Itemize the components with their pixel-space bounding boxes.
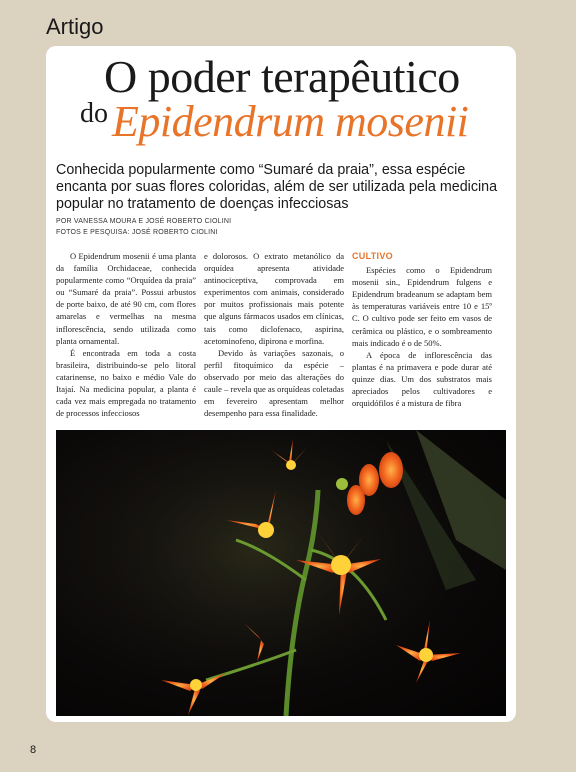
section-label: Artigo [46,14,104,39]
article-card [46,46,516,722]
section-heading-cultivo: CULTIVO [352,251,393,261]
title-prefix: do [80,98,108,129]
species-name: Epidendrum mosenii [112,97,469,146]
byline [56,216,496,238]
body-column-2 [204,250,344,419]
paragraph: Devido às variações sazonais, o perfil fitoquímico da espécie – observado por meio das alterações do caule – revela que as orquídeas coletadas em fevereiro apresentam melhor desempenho para essa finalidade. [204,347,344,419]
lead-paragraph: Conhecida popularmente como “Sumaré da praia”, essa espécie encanta por suas flores coloridas, além de ser utilizada pela medicina popular no tratamento de doenças infecciosas [56,162,498,212]
paragraph: É encontrada em toda a costa brasileira, distribuindo-se pelo litoral catarinense, no baixo e médio Vale do Itajaí. Na medicina popular, a planta é cada vez mais empregada no tratamento de processos infecciosos [56,347,196,419]
page-number: 8 [30,744,37,756]
article-title: O poder terapêutico [104,51,460,102]
paragraph: e dolorosos. O extrato metanólico da orquídea apresenta atividade antinociceptiva, comprovada em experimentos com animais, considerado por muitos profissionais mais potente que alguns fármacos usados em clínicas, tais como diclofenaco, aspirina, acetominofeno, dipirona e morfina. [204,251,344,346]
paragraph: Espécies como o Epidendrum mosenii sin., Epidendrum fulgens e Epidendrum bradeanum se adaptam bem às temperaturas variáveis entre 10 e 15º C. O cultivo pode ser feito em vasos de cerâmica ou plástico, e o sombreamento mais indicado é o de 50%. [352,265,492,348]
orchid-illustration [56,430,506,716]
author-credit: POR VANESSA MOURA E JOSÉ ROBERTO CIOLINI [56,218,232,225]
photo-credit: FOTOS E PESQUISA: JOSÉ ROBERTO CIOLINI [56,229,218,236]
body-column-1 [56,250,196,419]
article-title-species [80,96,468,147]
orchid-photo [56,430,506,716]
body-column-3 [352,250,492,409]
paragraph: A época de inflorescência das plantas é na primavera e pode durar até quinze dias. Um dos substratos mais apreciados pelos cultivadores e orquidófilos é a mistura de fibra [352,349,492,409]
paragraph: O Epidendrum mosenii é uma planta da família Orchidaceae, conhecida popularmente como “Orquídea da praia” ou “Sumaré da praia”. Possui arbustos de porte baixo, de até 90 cm, com flores amarelas e vermelhas na mesma inflorescência, sendo utilizada como planta ornamental. [56,251,196,346]
